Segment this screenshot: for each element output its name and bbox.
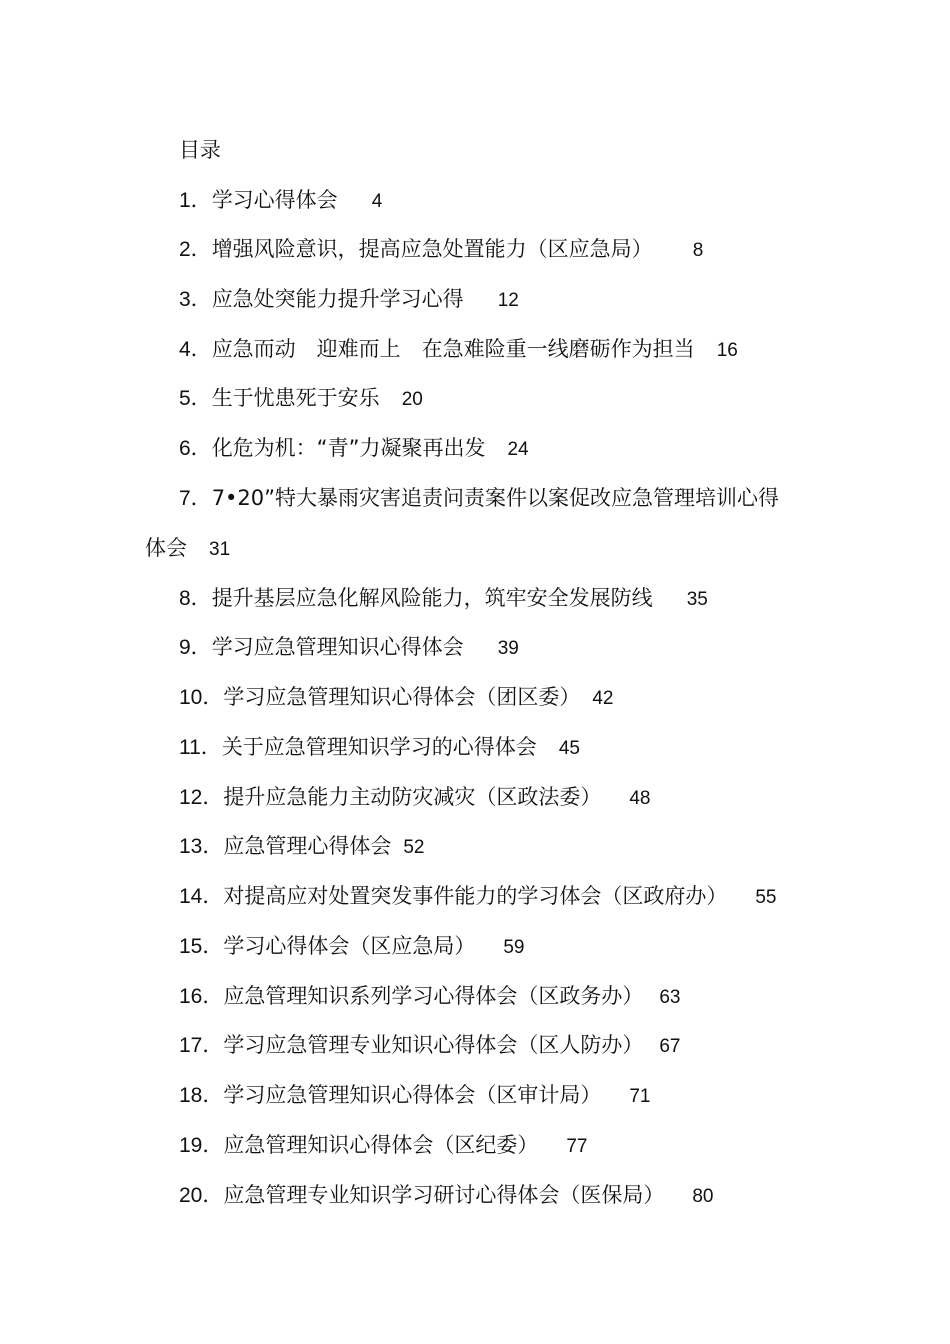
toc-entry[interactable] [179, 1181, 714, 1211]
toc-entry[interactable] [179, 733, 580, 763]
toc-entry-page: 8 [692, 240, 704, 261]
toc-entry[interactable] [179, 982, 681, 1012]
toc-title: 目录 [179, 138, 221, 162]
toc-entry-text-continued: 体会 [145, 536, 187, 560]
toc-entry-number: 6． [179, 437, 212, 460]
toc-entry[interactable] [179, 832, 425, 862]
toc-entry-page: 20 [401, 389, 423, 410]
toc-entry-page: 16 [716, 340, 738, 361]
toc-entry-page: 63 [659, 987, 681, 1008]
toc-entry-page: 42 [592, 688, 614, 709]
toc-entry-number: 9． [179, 636, 212, 659]
toc-entry[interactable] [179, 584, 708, 614]
toc-entry-number: 1． [179, 189, 212, 212]
toc-entry-text: 增强风险意识，提高应急处置能力（区应急局） [211, 237, 653, 261]
toc-entry-page: 31 [209, 539, 231, 560]
toc-entry[interactable] [179, 285, 519, 315]
toc-entry-number: 7． [179, 487, 212, 510]
toc-entry-number: 11． [179, 736, 222, 759]
toc-entry-number: 14． [179, 885, 224, 908]
toc-entry-text: 应急管理知识系列学习心得体会（区政务办） [223, 984, 644, 1008]
toc-entry-text: 应急管理心得体会 [223, 834, 392, 858]
toc-entry-number: 16． [179, 985, 224, 1008]
toc-entry-page: 45 [558, 738, 580, 759]
toc-entry[interactable] [179, 186, 382, 216]
toc-entry[interactable] [179, 932, 525, 962]
toc-entry[interactable] [179, 384, 423, 414]
toc-entry-text: 学习应急管理知识心得体会 [211, 635, 464, 659]
toc-entry-page: 4 [371, 191, 383, 212]
toc-entry-text: 学习应急管理知识心得体会（团区委） [223, 685, 581, 709]
toc-entry[interactable] [179, 235, 703, 265]
toc-entry-text: 提升基层应急化解风险能力，筑牢安全发展防线 [211, 586, 653, 610]
toc-entry-number: 18． [179, 1084, 224, 1107]
toc-entry-text: 关于应急管理知识学习的心得体会 [221, 735, 537, 759]
toc-entry-number: 3． [179, 288, 212, 311]
toc-entry-text: 对提高应对处置突发事件能力的学习体会（区政府办） [223, 884, 728, 908]
toc-entry-number: 13． [179, 835, 224, 858]
toc-entry-page: 12 [497, 290, 519, 311]
toc-entry-text: 应急而动 迎难而上 在急难险重一线磨砺作为担当 [211, 337, 695, 361]
toc-entry[interactable] [179, 1081, 651, 1111]
toc-entry-page: 52 [403, 837, 425, 858]
toc-entry[interactable] [179, 1131, 588, 1161]
toc-entry[interactable] [179, 335, 738, 365]
toc-entry-number: 20． [179, 1184, 224, 1207]
toc-entry-number: 5． [179, 387, 212, 410]
toc-entry-text: 应急管理知识心得体会（区纪委） [223, 1133, 539, 1157]
toc-entry-page: 55 [755, 887, 777, 908]
toc-entry-text: 学习应急管理知识心得体会（区审计局） [223, 1083, 602, 1107]
toc-entry-text: 应急管理专业知识学习研讨心得体会（医保局） [223, 1183, 665, 1207]
toc-entry-number: 8． [179, 587, 212, 610]
toc-entry-text: 学习心得体会 [211, 188, 338, 212]
toc-entry-page: 67 [659, 1036, 681, 1057]
toc-entry-text: 提升应急能力主动防灾减灾（区政法委） [223, 785, 602, 809]
toc-entry-page: 80 [692, 1186, 714, 1207]
toc-entry-number: 17． [179, 1034, 224, 1057]
toc-entry-page: 77 [566, 1136, 588, 1157]
toc-entry[interactable] [179, 633, 519, 663]
toc-entry-text: 7•20”特大暴雨灾害追责问责案件以案促改应急管理培训心得 [211, 486, 780, 510]
toc-entry-text: 生于忧患死于安乐 [211, 386, 380, 410]
toc-entry[interactable] [179, 484, 779, 513]
toc-entry-number: 2． [179, 238, 212, 261]
toc-entry-text: 化危为机：“青”力凝聚再出发 [211, 436, 486, 460]
toc-entry[interactable] [179, 1031, 681, 1061]
toc-entry-page: 39 [497, 638, 519, 659]
toc-entry[interactable] [179, 783, 651, 813]
toc-entry-text: 应急处突能力提升学习心得 [211, 287, 464, 311]
toc-entry-text: 学习心得体会（区应急局） [223, 934, 476, 958]
toc-entry[interactable] [179, 434, 529, 464]
toc-entry-page: 71 [629, 1086, 651, 1107]
toc-entry-number: 12． [179, 786, 224, 809]
toc-entry-number: 15． [179, 935, 224, 958]
toc-entry-number: 4． [179, 338, 212, 361]
toc-entry-number: 19． [179, 1134, 224, 1157]
toc-entry-continuation[interactable] [145, 534, 230, 564]
toc-entry[interactable] [179, 882, 777, 912]
toc-entry-page: 35 [686, 589, 708, 610]
toc-entry-page: 24 [507, 439, 529, 460]
toc-entry-number: 10． [179, 686, 224, 709]
toc-entry-page: 48 [629, 788, 651, 809]
toc-entry-page: 59 [503, 937, 525, 958]
toc-entry-text: 学习应急管理专业知识心得体会（区人防办） [223, 1033, 644, 1057]
toc-entry[interactable] [179, 683, 614, 713]
